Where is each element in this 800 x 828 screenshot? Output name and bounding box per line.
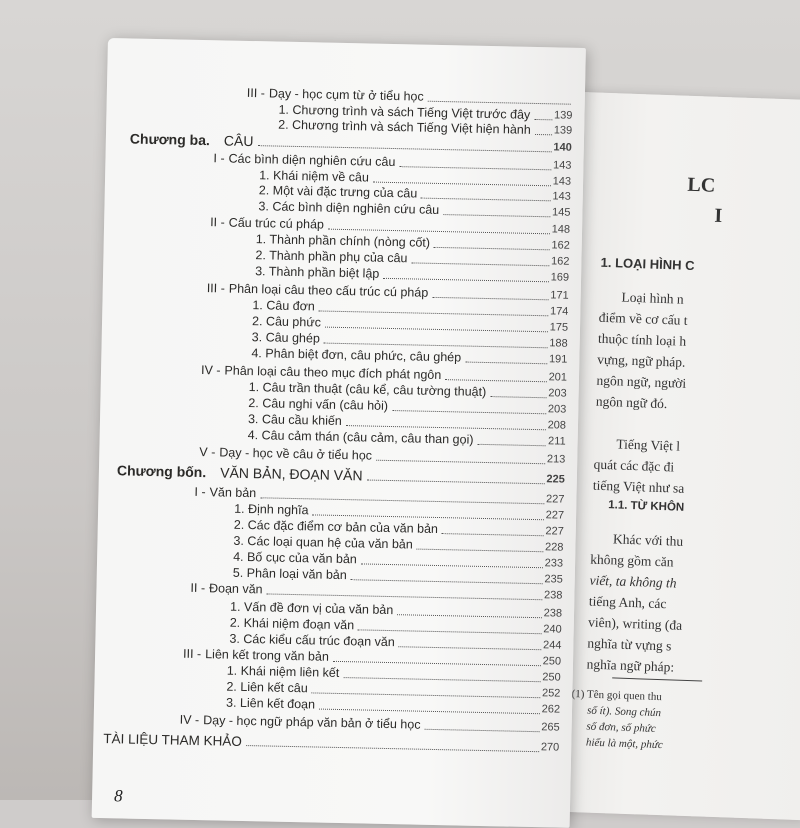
toc-entry-number: V - bbox=[199, 445, 216, 460]
toc-leader-dots bbox=[266, 592, 542, 600]
toc-entry-title: 2. Khái niệm đoạn văn bbox=[229, 615, 355, 633]
toc-entry-title: 1. Vấn đề đơn vị của văn bản bbox=[229, 599, 394, 618]
toc-entry-title: 1. Câu đơn bbox=[252, 298, 315, 314]
toc-entry-number: II - bbox=[210, 215, 225, 230]
right-book-page bbox=[545, 92, 800, 821]
toc-leader-dots bbox=[392, 409, 546, 414]
right-page-body-line: nghĩa ngữ pháp: bbox=[586, 656, 675, 675]
toc-leader-dots bbox=[428, 100, 571, 105]
right-page-body-line: nghĩa từ vựng s bbox=[587, 635, 672, 654]
toc-page-number: 238 bbox=[543, 589, 563, 602]
right-page-body-line: Khác với thu bbox=[612, 531, 684, 549]
toc-page-number: 211 bbox=[547, 435, 566, 448]
toc-entry-title: Phân loại câu theo mục đích phát ngôn bbox=[224, 363, 442, 383]
toc-page-number: 143 bbox=[552, 175, 572, 188]
toc-page-number: 169 bbox=[550, 271, 570, 284]
toc-entry-number: II - bbox=[190, 580, 206, 596]
toc-leader-dots bbox=[399, 165, 551, 170]
toc-entry-title: 2. Một vài đặc trưng của câu bbox=[258, 183, 418, 201]
toc-page-number: 139 bbox=[553, 109, 573, 122]
toc-leader-dots bbox=[399, 645, 541, 650]
toc-page-number: 143 bbox=[552, 159, 572, 172]
right-page-body-line: viên), writing (đa bbox=[587, 614, 683, 633]
toc-page-number: 208 bbox=[547, 419, 567, 432]
toc-page-number: 148 bbox=[551, 223, 571, 236]
toc-entry-number: IV - bbox=[179, 712, 200, 728]
toc-entry-title: 2. Liên kết câu bbox=[226, 679, 308, 696]
right-page-heading-2: I bbox=[714, 204, 723, 227]
right-page-footnote-line: số đơn, số phức bbox=[586, 720, 656, 735]
right-page-body-line: điểm về cơ cấu t bbox=[598, 309, 688, 328]
toc-page-number: 140 bbox=[553, 141, 572, 154]
toc-page-number: 175 bbox=[549, 321, 569, 334]
right-page-body-line: ngôn ngữ đó. bbox=[595, 393, 668, 412]
toc-page-number: 252 bbox=[541, 687, 561, 700]
toc-page-number: 228 bbox=[544, 541, 564, 554]
toc-page-number: 191 bbox=[548, 353, 568, 366]
toc-leader-dots bbox=[443, 213, 550, 217]
toc-page-number: 201 bbox=[548, 371, 568, 384]
toc-leader-dots bbox=[417, 548, 543, 553]
toc-leader-dots bbox=[432, 296, 548, 300]
toc-leader-dots bbox=[465, 361, 547, 365]
right-page-section-title: 1. LOẠI HÌNH C bbox=[600, 254, 695, 274]
toc-entry-title: 3. Các bình diện nghiên cứu câu bbox=[258, 199, 440, 217]
toc-leader-dots bbox=[434, 246, 549, 250]
toc-entry-title: 3. Câu ghép bbox=[251, 330, 321, 346]
toc-entry-title: 4. Phân biệt đơn, câu phức, câu ghép bbox=[251, 346, 462, 365]
toc-page-number: 171 bbox=[550, 289, 569, 302]
toc-entry-title: 1. Định nghĩa bbox=[234, 501, 309, 518]
toc-entry-title: Các bình diện nghiên cứu câu bbox=[228, 151, 396, 170]
toc-entry-title: 2. Các đặc điểm cơ bản của văn bản bbox=[233, 517, 439, 537]
footnote-rule bbox=[612, 677, 702, 681]
toc-page-number: 270 bbox=[540, 741, 560, 754]
toc-entry-number: Chương ba. bbox=[129, 130, 211, 149]
toc-page-number: 213 bbox=[546, 453, 566, 466]
toc-entry-title: 2. Câu phức bbox=[251, 314, 322, 330]
toc-page-number: 262 bbox=[541, 703, 561, 716]
toc-leader-dots bbox=[366, 479, 544, 485]
right-page-body-line: ngôn ngữ, người bbox=[596, 372, 687, 391]
right-page-footnote-line: hiểu là một, phức bbox=[585, 736, 663, 752]
right-page-body-line: vựng, ngữ pháp. bbox=[597, 351, 686, 370]
toc-entry-title: 2. Chương trình và sách Tiếng Việt hiện hành bbox=[278, 117, 531, 137]
toc-entry-title: 1. Khái niệm liên kết bbox=[226, 663, 340, 680]
toc-page-number: 244 bbox=[542, 639, 562, 652]
toc-leader-dots bbox=[411, 261, 549, 266]
table-of-contents-page bbox=[92, 38, 586, 828]
toc-page-number: 240 bbox=[543, 623, 562, 636]
toc-leader-dots bbox=[424, 728, 539, 732]
toc-entry-title: CÂU bbox=[223, 132, 254, 150]
toc-entry-number: III - bbox=[206, 281, 225, 296]
toc-entry-title: 1. Câu trần thuật (câu kể, câu tường thuật) bbox=[248, 380, 487, 399]
toc-entry-title: VĂN BẢN, ĐOẠN VĂN bbox=[220, 464, 363, 484]
toc-entry-title: Liên kết trong văn bản bbox=[205, 647, 330, 664]
right-page-heading: LC bbox=[687, 173, 716, 197]
toc-entry-title: 3. Các loại quan hệ của văn bản bbox=[233, 533, 413, 552]
right-page-body-line: tiếng Việt như sa bbox=[592, 477, 685, 496]
toc-page-number: 235 bbox=[544, 573, 563, 586]
toc-entry-title: Dạy - học cụm từ ở tiểu học bbox=[268, 86, 424, 104]
toc-entry-title: 1. Khái niệm về câu bbox=[259, 168, 370, 185]
right-page-body-line: Tiếng Việt l bbox=[616, 436, 681, 454]
toc-leader-dots bbox=[534, 118, 552, 120]
page-number: 8 bbox=[113, 786, 123, 806]
toc-entry-title: Dạy - học ngữ pháp văn bản ở tiểu học bbox=[203, 713, 421, 732]
toc-entry-number: I - bbox=[194, 484, 206, 500]
toc-page-number: 174 bbox=[549, 305, 569, 318]
toc-entry-title: 3. Các kiểu cấu trúc đoạn văn bbox=[229, 631, 395, 650]
toc-entry-title: Phân loại câu theo cấu trúc cú pháp bbox=[228, 281, 429, 300]
toc-entry-title: 4. Câu cảm thán (câu cảm, câu than gọi) bbox=[247, 428, 474, 447]
right-page-body-line: viết, ta không th bbox=[589, 572, 677, 591]
toc-page-number: 265 bbox=[541, 721, 560, 734]
toc-entry-title: 1. Chương trình và sách Tiếng Việt trước đây bbox=[278, 102, 531, 122]
toc-page-number: 227 bbox=[545, 493, 565, 506]
toc-page-number: 162 bbox=[550, 255, 570, 268]
toc-page-number: 225 bbox=[546, 473, 565, 486]
toc-entry-number: III - bbox=[246, 85, 266, 101]
toc-leader-dots bbox=[477, 443, 546, 446]
toc-leader-dots bbox=[319, 708, 540, 715]
right-page-subsection-title: 1.1. TỪ KHÔN bbox=[608, 499, 685, 514]
toc-leader-dots bbox=[376, 459, 545, 465]
toc-entry-number: Chương bốn. bbox=[116, 462, 207, 481]
toc-entry-title: Cấu trúc cú pháp bbox=[228, 215, 325, 232]
right-page-body-line: thuộc tính loại h bbox=[597, 330, 687, 349]
right-page-footnote-line: (1) Tên gọi quen thu bbox=[571, 688, 663, 704]
toc-entry-title: 3. Thành phần biệt lập bbox=[255, 264, 380, 281]
toc-entry-title: TÀI LIỆU THAM KHẢO bbox=[103, 731, 242, 749]
toc-leader-dots bbox=[397, 613, 541, 618]
toc-page-number: 143 bbox=[552, 190, 571, 203]
toc-entry-title: Đoạn văn bbox=[208, 581, 263, 597]
toc-page-number: 145 bbox=[551, 206, 571, 219]
toc-page-number: 250 bbox=[542, 655, 562, 668]
toc-entry-title: 3. Liên kết đoạn bbox=[225, 695, 316, 712]
toc-entry-title: Dạy - học về câu ở tiểu học bbox=[219, 445, 373, 463]
toc-page-number: 188 bbox=[549, 337, 568, 350]
toc-entry-title: 5. Phân loại văn bản bbox=[232, 565, 347, 583]
toc-page-number: 227 bbox=[545, 525, 564, 538]
toc-leader-dots bbox=[535, 133, 552, 135]
toc-page-number: 250 bbox=[542, 671, 561, 684]
toc-page-number: 227 bbox=[545, 509, 565, 522]
toc-leader-dots bbox=[421, 197, 550, 202]
toc-page-number: 139 bbox=[553, 124, 573, 137]
toc-leader-dots bbox=[442, 532, 544, 536]
toc-entry-title: Văn bản bbox=[209, 485, 257, 501]
right-page-body-line: Loại hình n bbox=[621, 289, 684, 307]
right-page-body-line: quát các đặc đi bbox=[593, 456, 675, 475]
toc-page-number: 162 bbox=[551, 239, 570, 252]
right-page-body-line: tiếng Anh, các bbox=[588, 593, 667, 612]
toc-page-number: 203 bbox=[548, 387, 567, 400]
right-page-body-line: không gồm căn bbox=[590, 551, 674, 570]
right-page-footnote-line: số ít). Song chún bbox=[586, 704, 662, 720]
toc-leader-dots bbox=[445, 378, 546, 382]
toc-entry-title: 2. Thành phần phụ của câu bbox=[255, 248, 408, 266]
toc-entry-title: 2. Câu nghi vấn (câu hỏi) bbox=[248, 396, 389, 413]
toc-leader-dots bbox=[490, 395, 546, 398]
toc-entry-title: 1. Thành phần chính (nòng cốt) bbox=[255, 232, 431, 250]
toc-entry-title: 4. Bố cục của văn bản bbox=[233, 549, 357, 567]
toc-entry-number: IV - bbox=[200, 363, 221, 378]
toc-entry-number: I - bbox=[213, 151, 225, 166]
toc-leader-dots bbox=[383, 277, 548, 282]
toc-entry-title: 3. Câu cầu khiến bbox=[247, 412, 342, 428]
toc-page-number: 238 bbox=[543, 607, 563, 620]
toc-leader-dots bbox=[246, 744, 539, 752]
toc-page-number: 233 bbox=[544, 557, 564, 570]
toc-entry-number: III - bbox=[182, 646, 202, 662]
toc-page-number: 203 bbox=[547, 403, 567, 416]
